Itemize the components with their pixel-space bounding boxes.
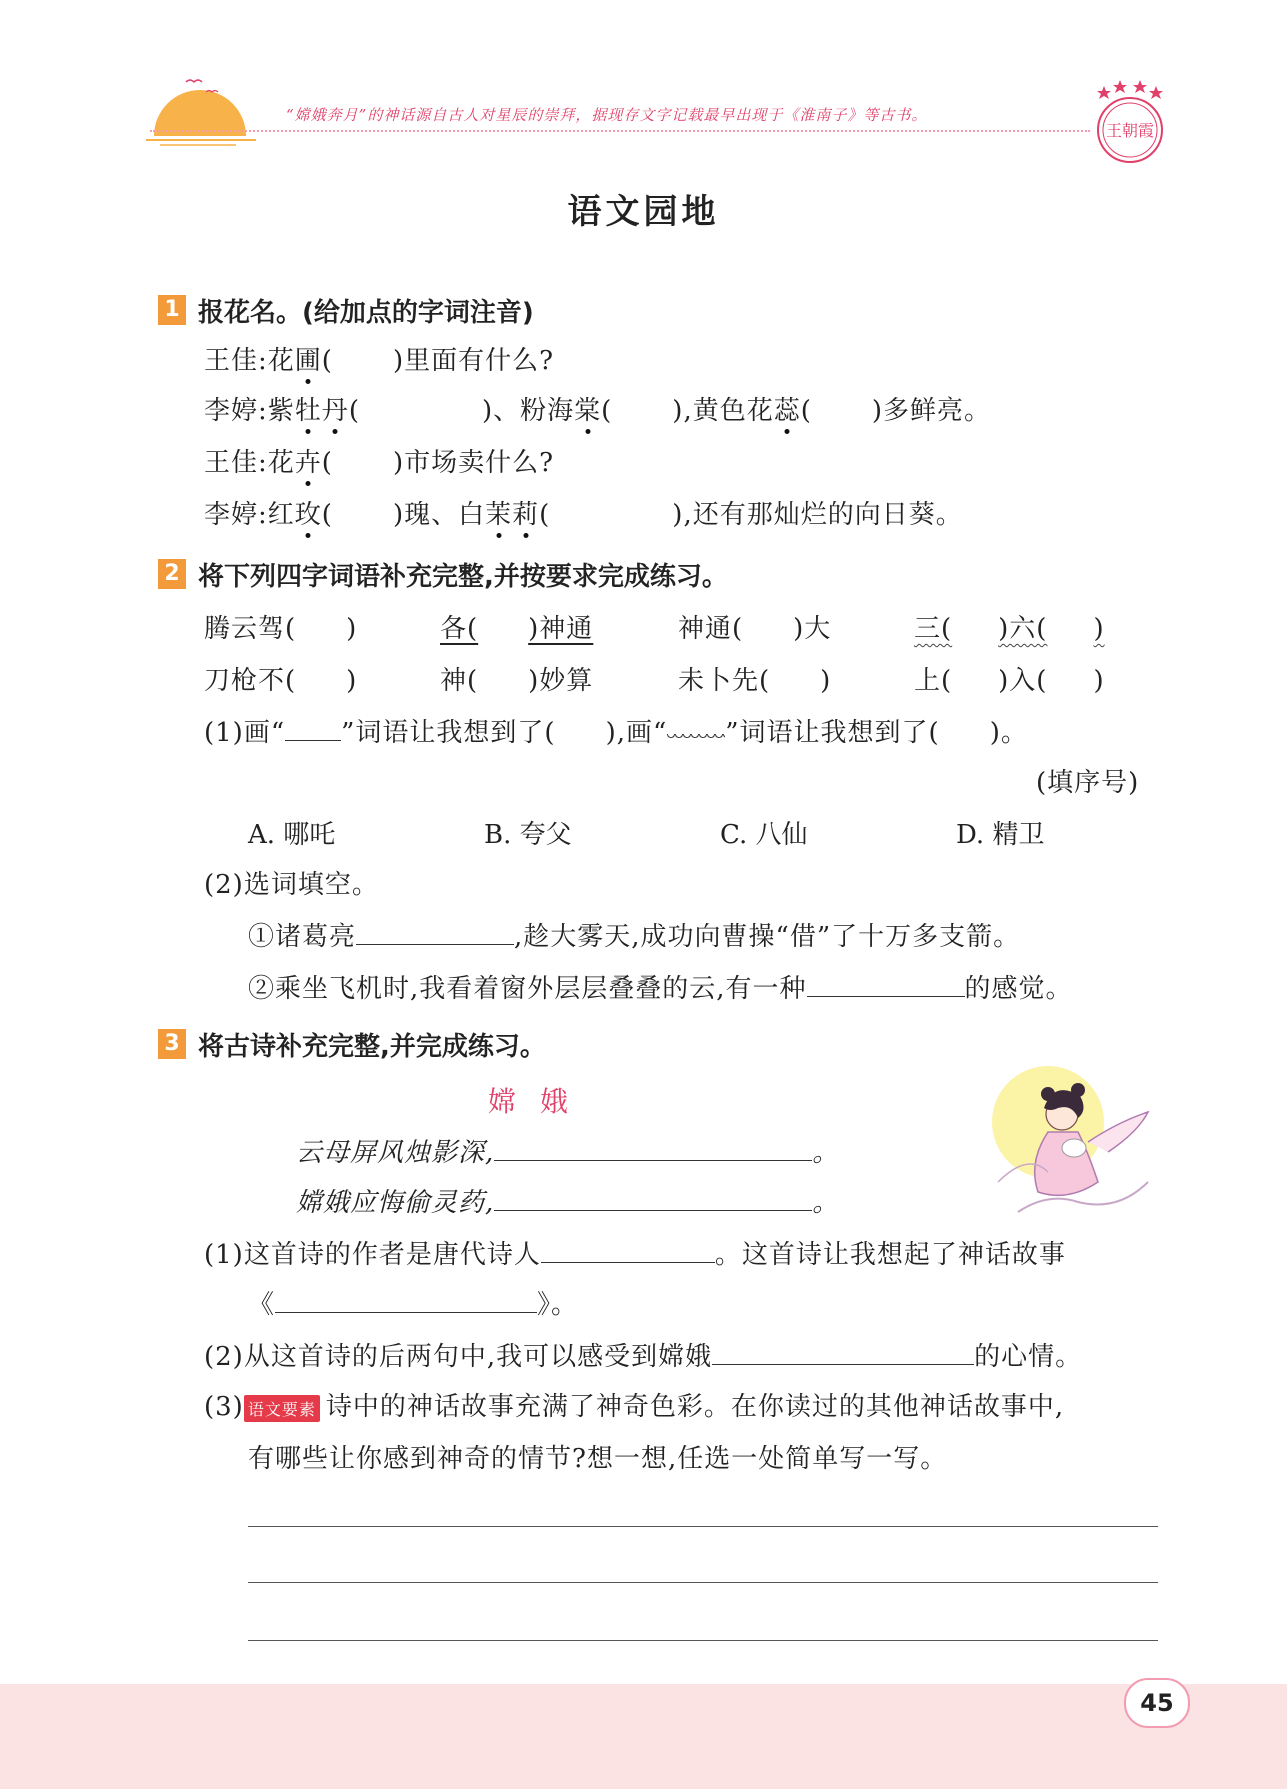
wavy-underline-sample: [667, 730, 725, 741]
header-quote: “嫦娥奔月”的神话源自古人对星辰的崇拜，据现存文字记载最早出现于《淮南子》等古书。: [286, 106, 928, 124]
q1-line-4: 李婷:红玫( )瑰、白茉莉( ),还有那灿烂的向日葵。: [204, 494, 963, 531]
q3-sub3-line2: 有哪些让你感到神奇的情节?想一想,任选一处简单写一写。: [248, 1444, 948, 1474]
q1-number: 1: [158, 295, 186, 325]
story-blank[interactable]: [275, 1286, 537, 1313]
q3-heading-text: 将古诗补充完整,并完成练习。: [198, 1031, 546, 1062]
q2-heading: [158, 556, 728, 592]
sunset-decoration: [146, 78, 256, 148]
poem-line-2: 嫦娥应悔偷灵药, 。: [296, 1182, 839, 1219]
q3-number: 3: [158, 1029, 186, 1059]
q1-heading-text: 报花名。(给加点的字词注音): [198, 297, 534, 328]
option-b: B. 夸父: [484, 820, 572, 850]
fill-number-note: (填序号): [1036, 768, 1140, 798]
q2-sub1: (1)画“ ”词语让我想到了( ),画“ ”词语让我想到了( )。: [204, 712, 1028, 749]
q1-heading: [158, 292, 534, 328]
feeling-blank[interactable]: [712, 1338, 974, 1365]
q3-sub2: (2)从这首诗的后两句中,我可以感受到嫦娥 的心情。: [204, 1336, 1082, 1373]
idiom-4: 三( )六( ): [914, 614, 1105, 644]
option-c: C. 八仙: [720, 820, 808, 850]
q2-sub2-item-2: ②乘坐飞机时,我看着窗外层层叠叠的云,有一种 的感觉。: [248, 968, 1073, 1005]
idiom-6: 神( )妙算: [440, 666, 594, 696]
option-a: A. 哪吒: [248, 820, 336, 850]
option-d: D. 精卫: [956, 820, 1045, 850]
author-seal-logo: [1088, 76, 1172, 172]
q2-sub2-item-1: ①诸葛亮 ,趁大雾天,成功向曹操“借”了十万多支箭。: [248, 916, 1020, 953]
chinese-element-tag: 语文要素: [244, 1395, 320, 1422]
footer-band: [0, 1684, 1287, 1789]
q2-number: 2: [158, 559, 186, 589]
idiom-2: 各( )神通: [440, 614, 594, 644]
seal-text: 王朝霞: [1105, 121, 1155, 140]
idiom-1: 腾云驾( ): [204, 614, 358, 644]
q3-sub3: (3) 语文要素 诗中的神话故事充满了神奇色彩。在你读过的其他神话故事中,: [204, 1392, 1065, 1422]
fill-blank[interactable]: [807, 970, 965, 997]
idiom-3: 神通( )大: [678, 614, 832, 644]
q1-line-1: 王佳:花圃( )里面有什么?: [204, 340, 554, 377]
poet-blank[interactable]: [541, 1236, 715, 1263]
writing-line-3[interactable]: [248, 1640, 1158, 1641]
q2-heading-text: 将下列四字词语补充完整,并按要求完成练习。: [198, 561, 728, 592]
q3-sub1-story: 《 》。: [248, 1284, 578, 1321]
idiom-7: 未卜先( ): [678, 666, 832, 696]
page-number: 45: [1124, 1678, 1190, 1728]
header-divider: [150, 130, 1090, 132]
q1-line-3: 王佳:花卉( )市场卖什么?: [204, 442, 554, 479]
straight-underline-sample: [285, 714, 341, 741]
q3-heading: [158, 1026, 546, 1062]
chang-e-illustration: [978, 1062, 1162, 1222]
poem-title: 嫦娥: [487, 1085, 592, 1118]
poem-line-1: 云母屏风烛影深, 。: [296, 1132, 839, 1169]
q1-line-2: 李婷:紫牡丹( )、粉海棠( ),黄色花蕊( )多鲜亮。: [204, 390, 991, 427]
poem-blank[interactable]: [494, 1184, 812, 1211]
page-title: 语文园地: [567, 192, 720, 232]
idiom-8: 上( )入( ): [914, 666, 1105, 696]
writing-line-1[interactable]: [248, 1526, 1158, 1527]
writing-line-2[interactable]: [248, 1582, 1158, 1583]
fill-blank[interactable]: [356, 918, 514, 945]
poem-blank[interactable]: [494, 1134, 812, 1161]
q2-sub2-label: (2)选词填空。: [204, 870, 379, 900]
idiom-5: 刀枪不( ): [204, 666, 358, 696]
q3-sub1: (1)这首诗的作者是唐代诗人 。这首诗让我想起了神话故事: [204, 1234, 1066, 1271]
